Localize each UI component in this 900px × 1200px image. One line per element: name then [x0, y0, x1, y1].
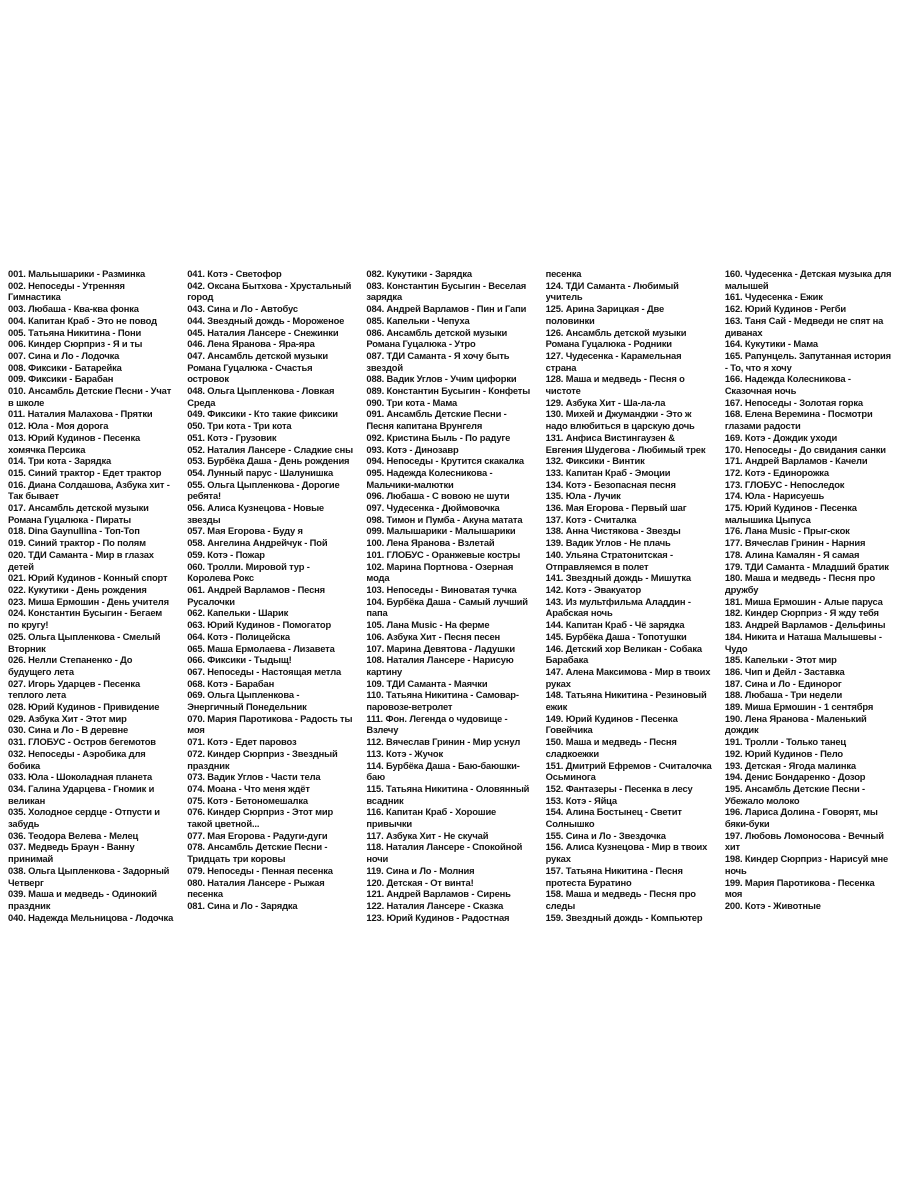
track-entry: 103. Непоседы - Виноватая тучка	[366, 583, 517, 595]
track-entry: 185. Капельки - Этот мир	[724, 654, 837, 666]
track-entry: 034. Галина Ударцева - Гномик и великан	[8, 782, 155, 806]
track-entry: 038. Ольга Цыпленкова - Задорный Четверг	[8, 864, 170, 888]
track-entry: 005. Татьяна Никитина - Пони	[8, 326, 142, 338]
track-entry: 132. Фиксики - Винтик	[545, 455, 645, 467]
track-entry: 009. Фиксики - Барабан	[8, 373, 114, 385]
track-entry: 062. Капельки - Шарик	[187, 607, 289, 619]
track-entry: 137. Котэ - Считалка	[545, 513, 637, 525]
track-entry: 194. Денис Бондаренко - Дозор	[724, 771, 866, 783]
track-entry: 115. Татьяна Никитина - Оловянный всадник	[366, 782, 530, 806]
track-entry: 037. Медведь Браун - Ванну принимай	[8, 841, 135, 865]
track-entry: 127. Чудесенка - Карамельная страна	[545, 349, 682, 373]
track-entry: 094. Непоседы - Крутится скакалка	[366, 455, 524, 467]
track-entry: 168. Елена Веремина - Посмотри глазами радости	[724, 408, 873, 432]
track-entry: 125. Арина Зарицкая - Две половинки	[545, 303, 665, 326]
track-entry: 013. Юрий Кудинов - Песенка хомячка Персика	[8, 431, 141, 455]
track-entry: 150. Маша и медведь - Песня сладкоежки	[545, 736, 677, 759]
track-entry: 045. Наталия Лансере - Снежинки	[187, 326, 339, 338]
track-entry: 200. Котэ - Животные	[724, 899, 821, 911]
track-entry: 162. Юрий Кудинов - Регби	[724, 303, 847, 315]
track-column-3	[366, 268, 533, 928]
track-entry: 124. ТДИ Саманта - Любимый учитель	[545, 279, 679, 303]
track-entry: 051. Котэ - Грузовик	[187, 431, 277, 443]
track-entry: 032. Непоседы - Аэробика для бобика	[8, 747, 146, 771]
track-entry: 089. Константин Бусыгин - Конфеты	[366, 385, 531, 397]
track-entry: 092. Кристина Быль - По радуге	[366, 431, 511, 443]
track-entry: 126. Ансамбль детской музыки Романа Гуцалюка - Родники	[545, 326, 687, 350]
track-entry: 074. Моана - Что меня ждёт	[187, 782, 310, 794]
track-entry: 198. Киндер Сюрприз - Нарисуй мне ночь	[724, 853, 889, 876]
track-entry: 138. Анна Чистякова - Звезды	[545, 525, 681, 537]
track-entry: 142. Котэ - Эвакуатор	[545, 583, 642, 595]
track-entry: 176. Лана Music - Прыг-скок	[724, 525, 850, 537]
track-entry: 071. Котэ - Едет паровоз	[187, 736, 297, 748]
track-entry: 055. Ольга Цыпленкова - Дорогие ребята!	[187, 478, 340, 502]
track-entry: 148. Татьяна Никитина - Резиновый ежик	[545, 689, 707, 713]
track-entry: 149. Юрий Кудинов - Песенка Говейчика	[545, 712, 678, 736]
track-entry: 112. Вячеслав Гринин - Мир уснул	[366, 736, 521, 748]
track-entry: 144. Капитан Краб - Чё зарядка	[545, 619, 685, 631]
track-entry: 192. Юрий Кудинов - Пело	[724, 747, 844, 759]
track-entry: 161. Чудесенка - Ежик	[724, 291, 823, 303]
track-entry: 107. Марина Девятова - Ладушки	[366, 642, 515, 654]
track-entry: 098. Тимон и Пумба - Акуна матата	[366, 513, 523, 525]
track-entry: 004. Капитан Краб - Это не повод	[8, 314, 157, 326]
track-entry: 122. Наталия Лансере - Сказка	[366, 899, 504, 911]
track-entry: 023. Миша Ермошин - День учителя	[8, 595, 169, 607]
track-entry: 040. Надежда Мельницова - Лодочка	[8, 911, 174, 923]
track-entry: 164. Кукутики - Мама	[724, 338, 818, 350]
track-entry: 143. Из мультфильма Аладдин - Арабская ночь	[545, 595, 691, 619]
track-entry: 048. Ольга Цыпленкова - Ловкая Среда	[187, 385, 335, 408]
track-entry: 049. Фиксики - Кто такие фиксики	[187, 408, 338, 420]
track-entry: 199. Мария Паротикова - Песенка моя	[724, 876, 875, 900]
track-entry: 174. Юла - Нарисуешь	[724, 490, 825, 502]
track-entry: 069. Ольга Цыпленкова - Энергичный Понедельник	[187, 689, 307, 713]
track-entry: 183. Андрей Варламов - Дельфины	[724, 619, 886, 631]
track-entry: 033. Юла - Шоколадная планета	[8, 771, 153, 783]
track-entry: 145. Бурбёка Даша - Топотушки	[545, 630, 687, 642]
track-entry: 043. Сина и Ло - Автобус	[187, 303, 298, 315]
track-entry: 105. Лана Music - На ферме	[366, 619, 490, 631]
track-entry: 153. Котэ - Яйца	[545, 794, 617, 806]
track-entry: 030. Сина и Ло - В деревне	[8, 724, 129, 736]
track-entry: 001. Мальышарики - Разминка	[8, 268, 146, 279]
track-entry: 097. Чудесенка - Дюймовочка	[366, 502, 500, 514]
track-entry: 159. Звездный дождь - Компьютер	[545, 911, 703, 923]
track-entry: 060. Тролли. Мировой тур - Королева Рокс	[187, 560, 310, 584]
track-entry: 015. Синий трактор - Едет трактор	[8, 466, 162, 478]
track-entry: 068. Котэ - Барабан	[187, 677, 275, 689]
track-entry: 163. Таня Сай - Медведи не спят на диванах	[724, 314, 884, 338]
track-entry: 140. Ульяна Стратонитская - Отправляемся в полет	[545, 548, 674, 572]
track-entry: 083. Константин Бусыгин - Веселая зарядка	[366, 279, 527, 303]
track-entry: 046. Лена Яранова - Яра-яра	[187, 338, 315, 350]
track-entry: 056. Алиса Кузнецова - Новые звезды	[187, 502, 324, 525]
track-entry: 108. Наталия Лансере - Нарисую картину	[366, 654, 514, 677]
track-entry: 090. Три кота - Мама	[366, 396, 458, 408]
track-entry: 072. Киндер Сюрприз - Звездный праздник	[187, 747, 338, 771]
track-column-1	[8, 268, 175, 928]
track-column-2	[187, 268, 354, 928]
track-entry: 066. Фиксики - Тыдыщ!	[187, 654, 292, 666]
track-entry: 133. Капитан Краб - Эмоции	[545, 466, 671, 478]
track-entry: 117. Азбука Хит - Не скучай	[366, 829, 489, 841]
track-entry: 095. Надежда Колесникова - Мальчики-малютки	[366, 466, 493, 490]
track-entry: 073. Вадик Углов - Части тела	[187, 771, 321, 783]
track-entry: 080. Наталия Лансере - Рыжая песенка	[187, 876, 325, 900]
track-entry: 091. Ансамбль Детские Песни - Песня капитана Врунгеля	[366, 408, 507, 432]
track-column-4	[546, 268, 713, 928]
track-entry: 007. Сина и Ло - Лодочка	[8, 349, 120, 361]
track-entry: 100. Лена Яранова - Взлетай	[366, 537, 495, 549]
track-entry: 172. Котэ - Единорожка	[724, 466, 829, 478]
track-entry: 081. Сина и Ло - Зарядка	[187, 899, 298, 911]
track-entry: 086. Ансамбль детской музыки Романа Гуцалюка - Утро	[366, 326, 508, 350]
track-entry: 189. Миша Ермошин - 1 сентября	[724, 701, 874, 713]
track-entry: 078. Ансамбль Детские Песни - Тридцать три коровы	[187, 841, 328, 865]
track-entry: 025. Ольга Цыпленкова - Смелый Вторник	[8, 630, 161, 654]
track-entry: 029. Азбука Хит - Этот мир	[8, 712, 127, 724]
track-entry: 181. Миша Ермошин - Алые паруса	[724, 595, 883, 607]
track-entry: 166. Надежда Колесникова - Сказочная ночь	[724, 373, 851, 397]
track-entry: 010. Ансамбль Детские Песни - Учат в школе	[8, 385, 172, 408]
track-entry: 169. Котэ - Дождик уходи	[724, 431, 838, 443]
track-entry: 135. Юла - Лучик	[545, 490, 621, 502]
track-entry: 061. Андрей Варламов - Песня Русалочки	[187, 583, 326, 607]
track-entry: 197. Любовь Ломоносова - Вечный хит	[724, 829, 884, 853]
track-entry: 031. ГЛОБУС - Остров бегемотов	[8, 736, 156, 748]
track-entry: 136. Мая Егорова - Первый шаг	[545, 502, 687, 514]
track-entry: 099. Малышарики - Малышарики	[366, 525, 516, 537]
track-entry: 093. Котэ - Динозавр	[366, 443, 459, 455]
track-entry: 041. Котэ - Светофор	[187, 268, 282, 279]
track-entry: 171. Андрей Варламов - Качели	[724, 455, 868, 467]
track-entry: 018. Dina Gaynullina - Топ-Топ	[8, 525, 140, 537]
track-entry: 067. Непоседы - Настоящая метла	[187, 665, 342, 677]
track-entry: 002. Непоседы - Утренняя Гимнастика	[8, 279, 125, 303]
track-entry: 147. Алена Максимова - Мир в твоих руках	[545, 665, 711, 689]
track-entry: 036. Теодора Велева - Мелец	[8, 829, 139, 841]
track-entry: 151. Дмитрий Ефремов - Считалочка Осьминога	[545, 759, 712, 783]
track-entry: 184. Никита и Наташа Малышевы - Чудо	[724, 630, 882, 654]
track-entry: 139. Вадик Углов - Не плачь	[545, 537, 671, 549]
track-entry: 084. Андрей Варламов - Пин и Гапи	[366, 303, 527, 315]
track-entry: 128. Маша и медведь - Песня о чистоте	[545, 373, 685, 397]
track-entry: 102. Марина Портнова - Озерная мода	[366, 560, 514, 584]
track-entry: 076. Киндер Сюрприз - Этот мир такой цветной...	[187, 806, 334, 830]
track-entry: 141. Звездный дождь - Мишутка	[545, 572, 691, 584]
track-entry: 011. Наталия Малахова - Прятки	[8, 408, 153, 420]
track-entry: 019. Синий трактор - По полям	[8, 537, 146, 549]
track-entry: 079. Непоседы - Пенная песенка	[187, 864, 333, 876]
track-entry: 154. Алина Бостынец - Светит Солнышко	[545, 806, 682, 830]
track-entry: 070. Мария Паротикова - Радость ты моя	[187, 712, 353, 736]
track-entry: 035. Холодное сердце - Отпусти и забудь	[8, 806, 160, 830]
track-entry: 157. Татьяна Никитина - Песня протеста Буратино	[545, 864, 683, 888]
track-entry: 065. Маша Ермолаева - Лизавета	[187, 642, 335, 654]
track-entry: 187. Сина и Ло - Единорог	[724, 677, 842, 689]
track-entry: 026. Нелли Степаненко - До будущего лета	[8, 654, 133, 677]
track-entry: 170. Непоседы - До свидания санки	[724, 443, 886, 455]
track-entry: 022. Кукутики - День рождения	[8, 583, 147, 595]
track-entry: 017. Ансамбль детской музыки Романа Гуцалюка - Пираты	[8, 502, 149, 525]
track-entry: 129. Азбука Хит - Ша-ла-ла	[545, 396, 666, 408]
track-entry: 050. Три кота - Три кота	[187, 420, 292, 432]
track-entry: 058. Ангелина Андрейчук - Пой	[187, 537, 328, 549]
track-entry: 014. Три кота - Зарядка	[8, 455, 112, 467]
track-entry: 173. ГЛОБУС - Непоследок	[724, 478, 845, 490]
track-entry: 155. Сина и Ло - Звездочка	[545, 829, 666, 841]
track-entry: 179. ТДИ Саманта - Младший братик	[724, 560, 889, 572]
track-entry: 054. Лунный парус - Шалунишка	[187, 466, 334, 478]
track-entry: 152. Фантазеры - Песенка в лесу	[545, 782, 693, 794]
track-entry: 131. Анфиса Вистингаузен & Евгения Шудегова - Любимый трек	[545, 431, 706, 455]
track-entry: 180. Маша и медведь - Песня про дружбу	[724, 572, 876, 595]
track-entry: 196. Лариса Долина - Говорят, мы бяки-буки	[724, 806, 878, 830]
track-entry: 130. Михей и Джуманджи - Это ж надо влюбиться в царскую дочь	[545, 408, 695, 432]
track-entry: 121. Андрей Варламов - Сирень	[366, 888, 511, 900]
track-entry: 096. Любаша - С вовою не шути	[366, 490, 510, 502]
track-entry: 175. Юрий Кудинов - Песенка малышика Цыпуса	[724, 502, 857, 525]
track-entry: 012. Юла - Моя дорога	[8, 420, 109, 432]
track-entry: 114. Бурбёка Даша - Баю-баюшки-баю	[366, 759, 520, 783]
track-entry: 020. ТДИ Саманта - Мир в глазах детей	[8, 548, 154, 572]
track-entry: 167. Непоседы - Золотая горка	[724, 396, 863, 408]
track-entry: 063. Юрий Кудинов - Помогатор	[187, 619, 332, 631]
track-entry: 021. Юрий Кудинов - Конный спорт	[8, 572, 168, 584]
track-entry: 186. Чип и Дейл - Заставка	[724, 665, 845, 677]
track-entry: 044. Звездный дождь - Мороженое	[187, 314, 345, 326]
track-entry: песенка	[545, 268, 582, 279]
track-entry: 119. Сина и Ло - Молния	[366, 864, 475, 876]
track-entry: 106. Азбука Хит - Песня песен	[366, 630, 501, 642]
track-entry: 120. Детская - От винта!	[366, 876, 474, 888]
track-entry: 113. Котэ - Жучок	[366, 747, 444, 759]
track-entry: 146. Детский хор Великан - Собака Барабака	[545, 642, 702, 666]
track-entry: 195. Ансамбль Детские Песни - Убежало молоко	[724, 782, 866, 806]
track-entry: 182. Киндер Сюрприз - Я жду тебя	[724, 607, 879, 619]
track-entry: 006. Киндер Сюрприз - Я и ты	[8, 338, 143, 350]
track-entry: 110. Татьяна Никитина - Самовар-паровозе-ветролет	[366, 689, 519, 713]
track-entry: 052. Наталия Лансере - Сладкие сны	[187, 443, 353, 455]
track-entry: 178. Алина Камалян - Я самая	[724, 548, 860, 560]
track-entry: 111. Фон. Легенда о чудовище - Взлечу	[366, 712, 508, 736]
track-entry: 003. Любаша - Ква-ква фонка	[8, 303, 139, 315]
track-entry: 088. Вадик Углов - Учим цифорки	[366, 373, 517, 385]
track-entry: 016. Диана Солдашова, Азбука хит - Так бывает	[8, 478, 170, 502]
track-entry: 042. Оксана Бытхова - Хрустальный город	[187, 279, 352, 303]
track-list-sheet	[8, 268, 892, 928]
track-entry: 177. Вячеслав Гринин - Нарния	[724, 537, 866, 549]
track-entry: 101. ГЛОБУС - Оранжевые костры	[366, 548, 521, 560]
track-entry: 059. Котэ - Пожар	[187, 548, 265, 560]
track-entry: 160. Чудесенка - Детская музыка для малышей	[724, 268, 892, 291]
track-entry: 156. Алиса Кузнецова - Мир в твоих руках	[545, 841, 708, 865]
track-entry: 193. Детская - Ягода малинка	[724, 759, 856, 771]
track-entry: 109. ТДИ Саманта - Маячки	[366, 677, 488, 689]
track-entry: 165. Рапунцель. Запутанная история - То, что я хочу	[724, 349, 891, 373]
track-entry: 085. Капельки - Чепуха	[366, 314, 470, 326]
track-entry: 123. Юрий Кудинов - Радостная	[366, 911, 510, 923]
track-entry: 158. Маша и медведь - Песня про следы	[545, 888, 696, 911]
track-entry: 087. ТДИ Саманта - Я хочу быть звездой	[366, 349, 510, 373]
track-entry: 008. Фиксики - Батарейка	[8, 361, 122, 373]
track-entry: 188. Любаша - Три недели	[724, 689, 843, 701]
track-column-5	[725, 268, 892, 928]
track-entry: 077. Мая Егорова - Радуги-дуги	[187, 829, 328, 841]
track-entry: 082. Кукутики - Зарядка	[366, 268, 472, 279]
track-entry: 075. Котэ - Бетономешалка	[187, 794, 308, 806]
track-entry: 190. Лена Яранова - Маленький дождик	[724, 712, 867, 736]
track-entry: 118. Наталия Лансере - Спокойной ночи	[366, 841, 523, 865]
track-entry: 104. Бурбёка Даша - Самый лучший папа	[366, 595, 528, 619]
track-entry: 047. Ансамбль детской музыки Романа Гуцалюка - Счастья островок	[187, 349, 328, 385]
track-entry: 028. Юрий Кудинов - Привидение	[8, 701, 160, 713]
track-entry: 024. Константин Бусыгин - Бегаем по кругу!	[8, 607, 163, 631]
track-entry: 053. Бурбёка Даша - День рождения	[187, 455, 350, 467]
track-entry: 191. Тролли - Только танец	[724, 736, 847, 748]
track-entry: 134. Котэ - Безопасная песня	[545, 478, 676, 490]
track-entry: 039. Маша и медведь - Одинокий праздник	[8, 888, 157, 911]
track-entry: 057. Мая Егорова - Буду я	[187, 525, 303, 537]
track-entry: 116. Капитан Краб - Хорошие привычки	[366, 806, 497, 830]
track-entry: 064. Котэ - Полицейска	[187, 630, 290, 642]
track-entry: 027. Игорь Ударцев - Песенка теплого лета	[8, 677, 141, 701]
